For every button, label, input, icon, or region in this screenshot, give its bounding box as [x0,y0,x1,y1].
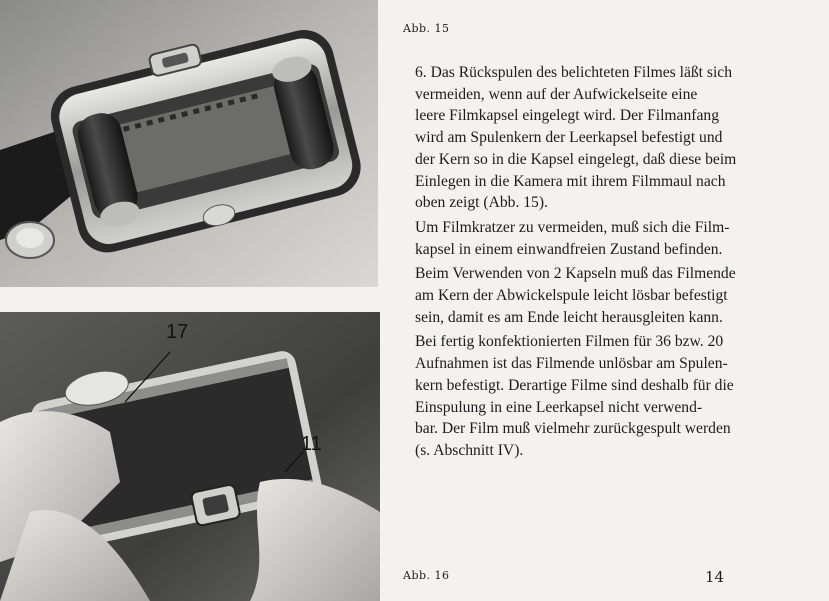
text-line: der Kern so in die Kapsel eingelegt, daß diese beim [415,150,737,168]
text-line: vermeiden, wenn auf der Aufwickelseite eine [415,85,698,103]
paragraph [415,263,829,328]
text-line: bar. Der Film muß vielmehr zurückgespult werden [415,420,731,438]
paragraph [415,62,829,214]
text-line: oben zeigt (Abb. 15). [415,194,548,212]
paragraph [415,331,829,461]
paragraph [415,217,829,260]
text-line: Einspulung in eine Leerkapsel nicht verwend- [415,398,703,416]
callout-label-11: 11 [301,433,322,455]
text-line: leere Filmkapsel eingelegt wird. Der Filmanfang [415,107,719,125]
text-line: Einlegen in die Kamera mit ihrem Filmmaul nach [415,172,726,190]
figure-label-top: Abb. 15 [403,22,450,35]
text-line: Bei fertig konfektionierten Filmen für 36 bzw. 20 [415,333,724,351]
text-line: Aufnahmen ist das Filmende unlösbar am Spulen- [415,355,728,373]
text-line: kapsel in einem einwandfreien Zustand befinden. [415,240,723,258]
text-line: (s. Abschnitt IV). [415,441,524,459]
text-line: Beim Verwenden von 2 Kapseln muß das Filmende [415,265,736,283]
text-line: 6. Das Rückspulen des belichteten Filmes läßt sich [415,64,733,81]
camera-film-loading-photo [0,0,378,287]
page-number: 14 [705,568,725,586]
text-line: sein, damit es am Ende leicht herausgleiten kann. [415,308,723,326]
text-line: am Kern der Abwickelspule leicht lösbar befestigt [415,287,728,305]
instruction-text [415,62,829,462]
camera-rewind-photo [0,312,380,601]
text-line: wird am Spulenkern der Leerkapsel befestigt und [415,129,723,147]
callout-label-17: 17 [166,321,189,343]
text-line: kern befestigt. Derartige Filme sind deshalb für die [415,376,734,394]
figure-label-bottom: Abb. 16 [403,569,450,582]
text-line: Um Filmkratzer zu vermeiden, muß sich die Film- [415,218,730,236]
